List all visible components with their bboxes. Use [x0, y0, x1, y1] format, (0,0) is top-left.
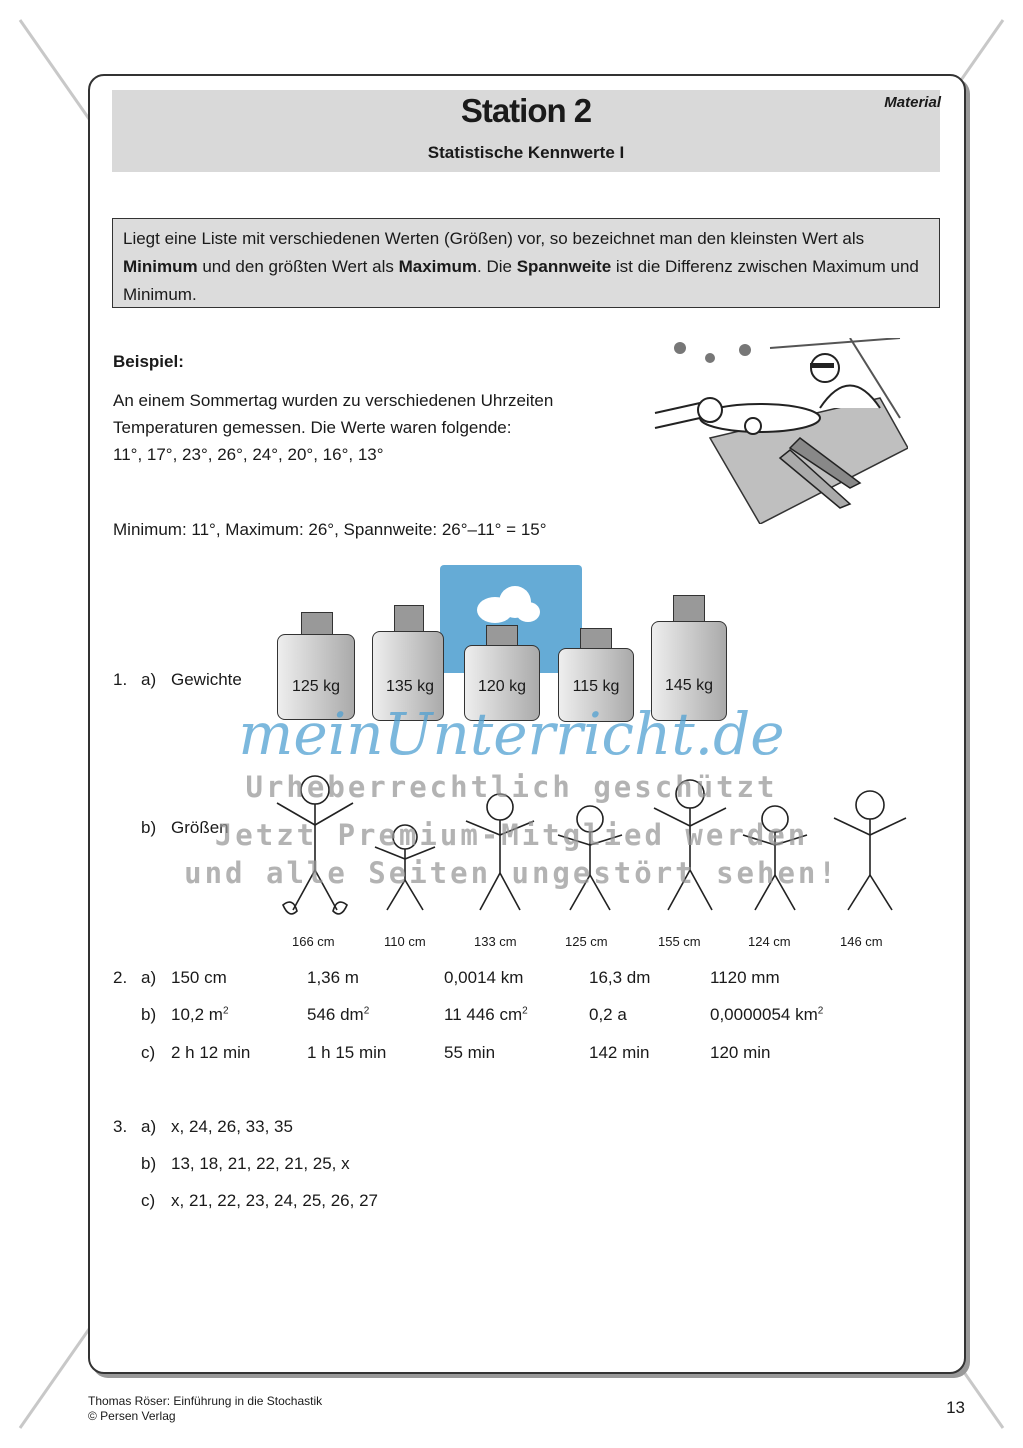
- task2-cell: 1120 mm: [710, 968, 780, 987]
- task2-cell: [307, 1005, 369, 1025]
- task2-superscript: 2: [522, 1005, 528, 1017]
- task2a-letter: a): [141, 968, 157, 987]
- page-title: Station 2: [460, 92, 592, 129]
- weight-label: 145 kg: [664, 677, 714, 694]
- height-label: 110 cm: [384, 934, 426, 949]
- task1a-letter: a): [141, 670, 157, 689]
- definition-box: [112, 218, 940, 308]
- task2-cell: 2 h 12 min: [171, 1043, 251, 1062]
- task3b-letter: b): [141, 1154, 157, 1173]
- task2-cell: [171, 1005, 229, 1025]
- task2b-letter: b): [141, 1005, 157, 1024]
- footer-author: Thomas Röser: Einführung in die Stochastik: [88, 1394, 323, 1408]
- task2-cell: [589, 1005, 627, 1025]
- definition-text-3: . Die: [477, 257, 517, 276]
- task1b-letter: b): [141, 818, 157, 837]
- task2-cell-value: 0,0000054 km: [710, 1005, 818, 1024]
- term-spannweite: Spannweite: [516, 257, 612, 276]
- term-minimum: Minimum: [123, 257, 198, 276]
- example-result: Minimum: 11°, Maximum: 26°, Spannweite: 26°–11° = 15°: [113, 520, 547, 539]
- term-maximum: Maximum: [398, 257, 477, 276]
- task2-cell: 120 min: [710, 1043, 771, 1062]
- watermark-line-2: Jetzt Premium-Mitglied werden: [214, 818, 809, 852]
- watermark-line-1: Urheberrechtlich geschützt: [245, 770, 778, 804]
- task2-superscript: 2: [222, 1005, 229, 1017]
- weight-label: 125 kg: [291, 678, 341, 695]
- task3-number: 3.: [113, 1117, 128, 1136]
- definition-text-2: und den größten Wert als: [197, 257, 399, 276]
- height-label: 124 cm: [748, 934, 791, 949]
- task2c-letter: c): [141, 1043, 156, 1062]
- task2-cell: 150 cm: [171, 968, 227, 987]
- task1a-label: Gewichte: [171, 670, 242, 689]
- definition-text-1: Liegt eine Liste mit verschiedenen Werten (Größen) vor, so bezeichnet man den kleinsten Wert als: [123, 229, 865, 248]
- task2-cell: [710, 1005, 823, 1025]
- weight-label: 115 kg: [572, 678, 620, 695]
- task2-superscript: 2: [817, 1005, 824, 1017]
- task3-row: x, 24, 26, 33, 35: [171, 1117, 293, 1136]
- definition-text-4: ist die Differenz zwischen Maximum und Minimum.: [123, 257, 919, 304]
- example-line-3: 11°, 17°, 23°, 26°, 24°, 20°, 16°, 13°: [113, 445, 384, 464]
- height-label: 125 cm: [565, 934, 608, 949]
- task2-cell: [444, 1005, 528, 1025]
- task2-cell: 0,0014 km: [444, 968, 524, 987]
- task2-cell: 1,36 m: [307, 968, 359, 987]
- task1b-label: Größen: [171, 818, 229, 837]
- height-label: 146 cm: [840, 934, 883, 949]
- task2-cell: 16,3 dm: [589, 968, 651, 987]
- page-number: 13: [946, 1398, 965, 1417]
- task3a-letter: a): [141, 1117, 157, 1136]
- weight-label: 120 kg: [477, 678, 527, 695]
- task2-number: 2.: [113, 968, 128, 987]
- task2-cell-value: 10,2 m: [171, 1005, 223, 1024]
- task2-cell-value: 11 446 cm: [444, 1005, 523, 1024]
- height-label: 133 cm: [474, 934, 517, 949]
- page-subtitle: Statistische Kennwerte I: [427, 143, 625, 162]
- watermark-logo: meinUnterricht.de: [238, 700, 785, 768]
- example-line-1: An einem Sommertag wurden zu verschiedenen Uhrzeiten: [113, 391, 554, 410]
- task2-cell-value: 0,2 a: [589, 1005, 627, 1024]
- material-label: Material: [884, 94, 941, 111]
- task1-number: 1.: [113, 670, 128, 689]
- task3-row: 13, 18, 21, 22, 21, 25, x: [171, 1154, 350, 1173]
- task3c-letter: c): [141, 1191, 156, 1210]
- watermark-line-3: und alle Seiten ungestört sehen!: [184, 856, 839, 890]
- example-heading: Beispiel:: [113, 352, 184, 371]
- height-label: 166 cm: [292, 934, 335, 949]
- example-line-2: Temperaturen gemessen. Die Werte waren folgende:: [113, 418, 512, 437]
- cloud-icon: [470, 580, 550, 630]
- task3-row: x, 21, 22, 23, 24, 25, 26, 27: [171, 1191, 378, 1210]
- task2-cell: 1 h 15 min: [307, 1043, 387, 1062]
- beach-illustration: [650, 338, 908, 524]
- height-label: 155 cm: [658, 934, 701, 949]
- task2-cell-value: 546 dm: [307, 1005, 364, 1024]
- task2-cell: 55 min: [444, 1043, 496, 1062]
- footer-publisher: © Persen Verlag: [88, 1409, 176, 1423]
- weight-label: 135 kg: [385, 678, 435, 695]
- task2-superscript: 2: [363, 1005, 370, 1017]
- task2-cell: 142 min: [589, 1043, 650, 1062]
